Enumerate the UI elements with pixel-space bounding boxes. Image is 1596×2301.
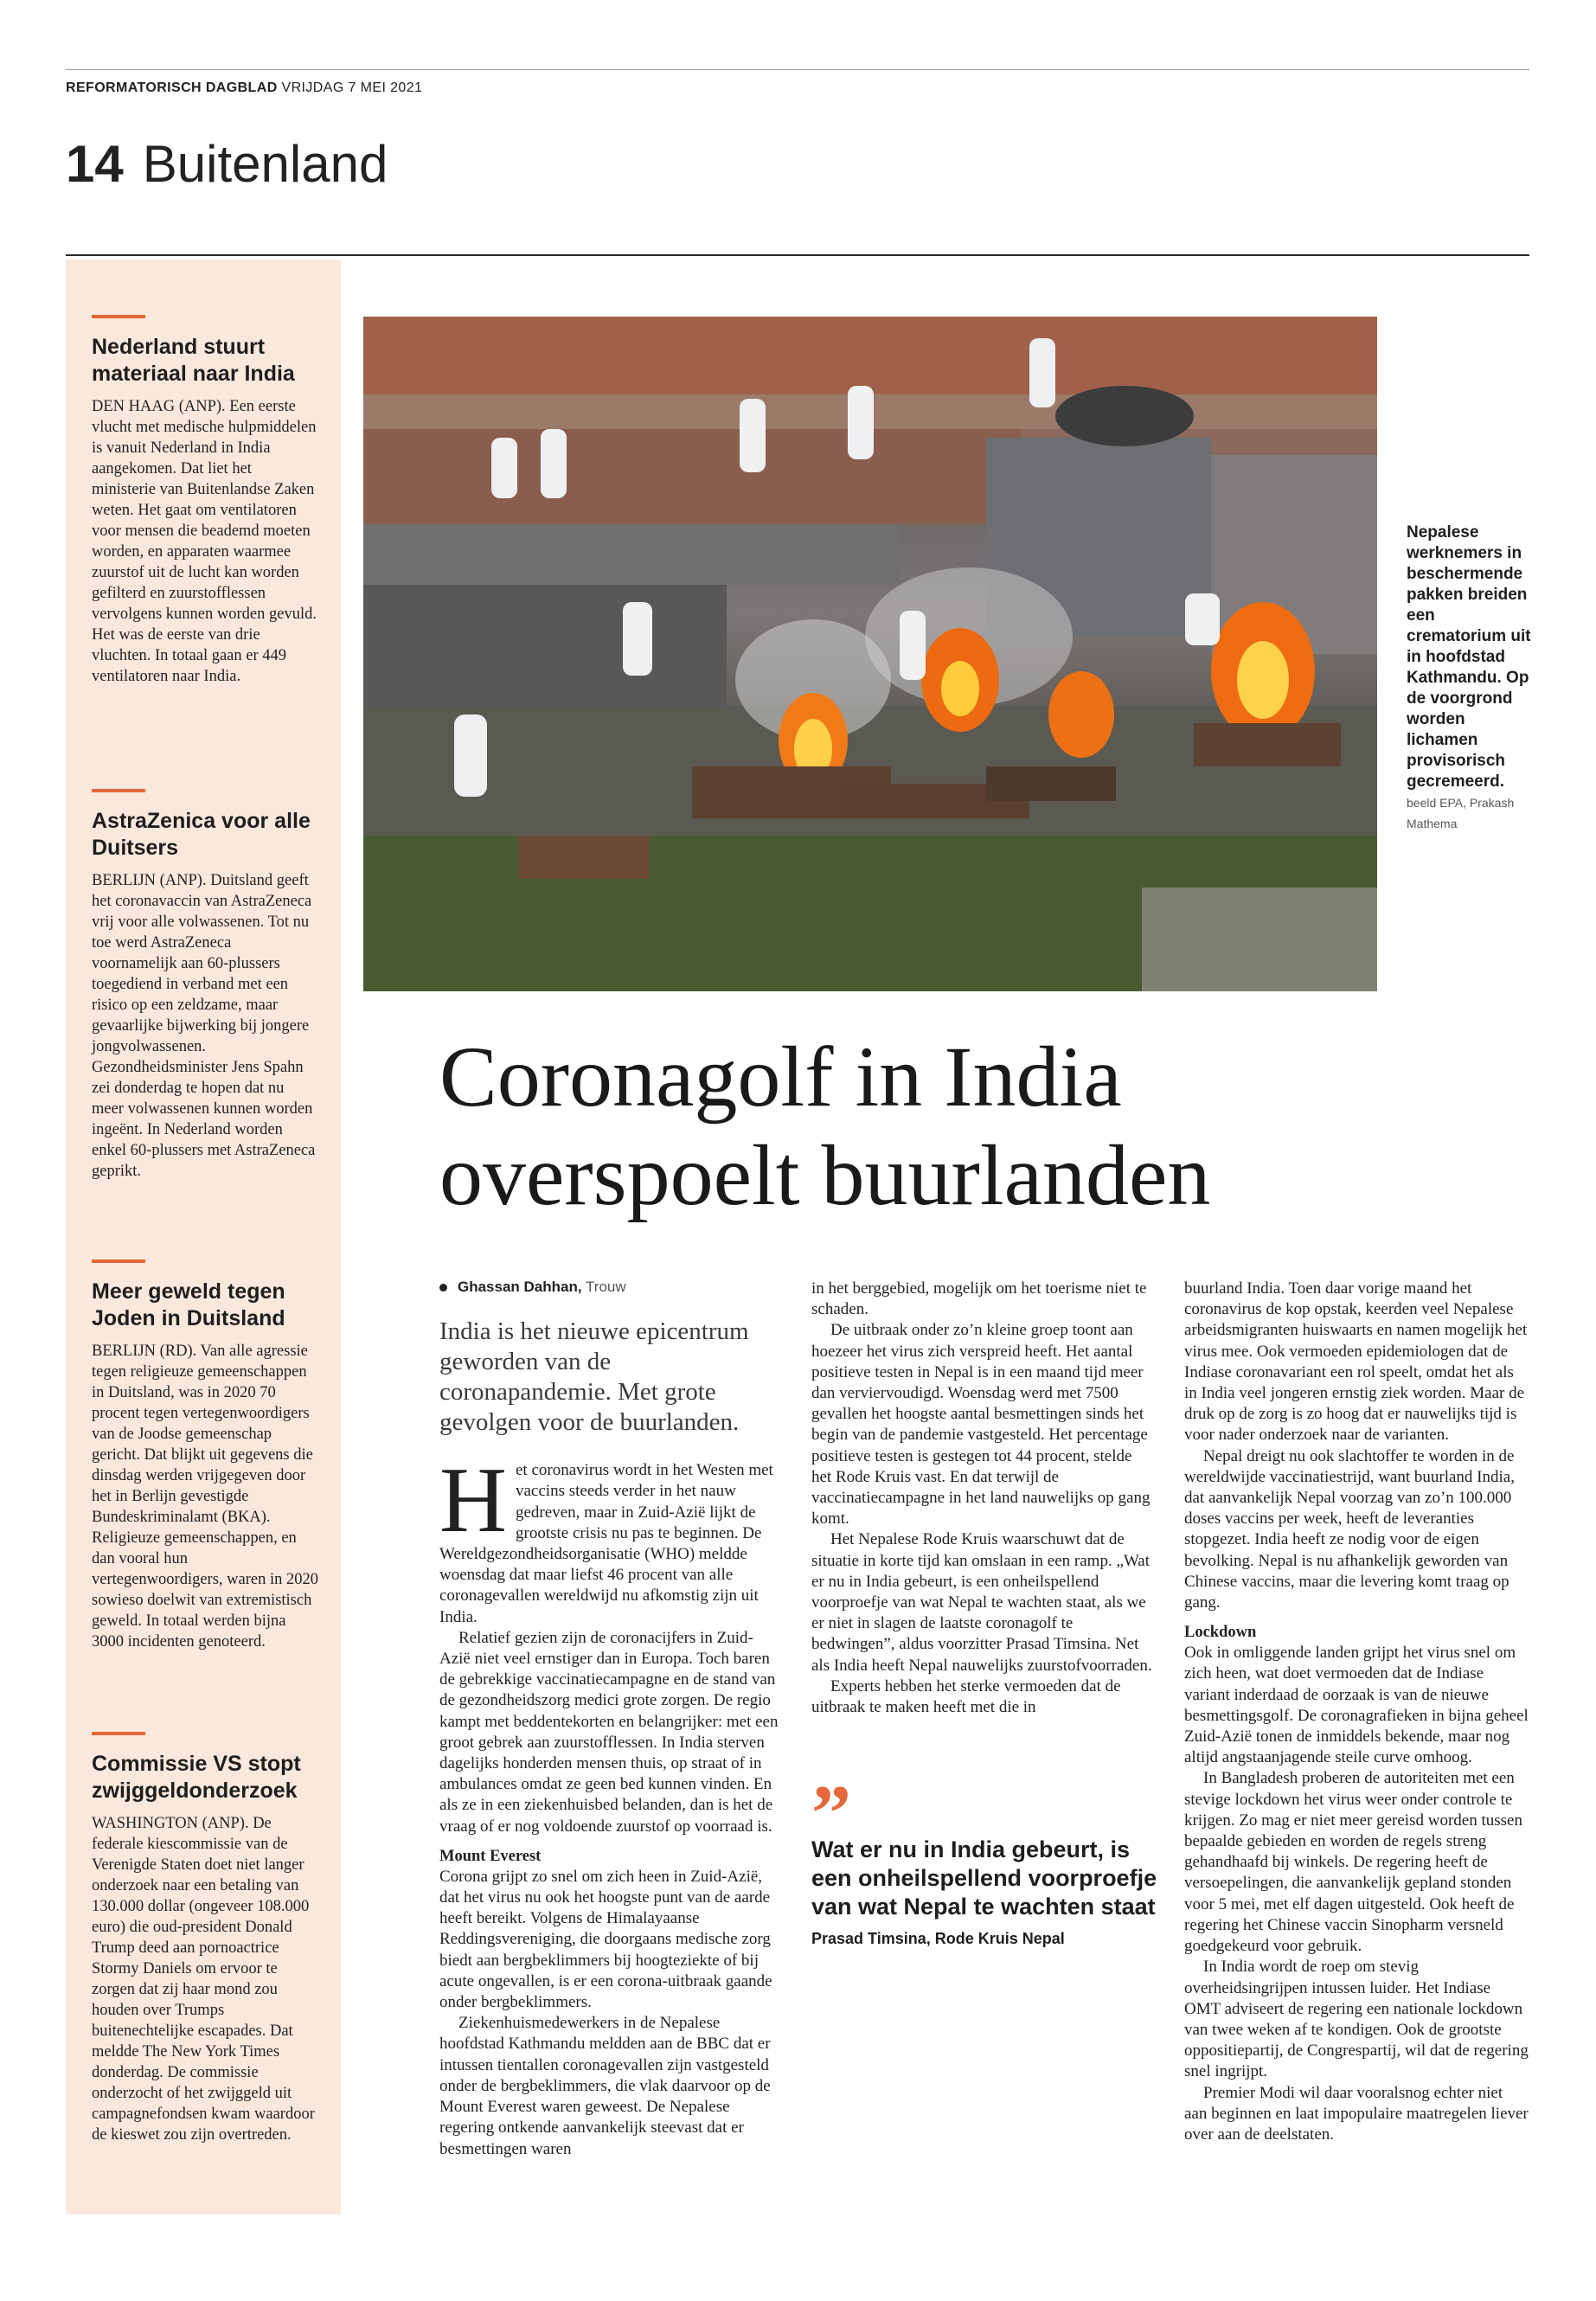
accent-dash <box>92 1732 145 1735</box>
subheading: Lockdown <box>1184 1624 1257 1642</box>
news-briefs-sidebar <box>66 260 341 2214</box>
issue-date: VRIJDAG 7 MEI 2021 <box>281 80 423 95</box>
article-headline <box>439 1028 1408 1225</box>
body-paragraph: buurland India. Toen daar vorige maand het coronavirus de kop opstak, keerden veel Nepalese arbeidsmigranten huiswaarts en namen mogelijk het virus mee. Ook vermoeden epidemiologen dat de Indiase coronavariant een rol speelt, omdat het als in India veel jongeren ernstig ziek worden. Maar de druk op de zorg is zo hoog dat er nauwelijks tijd is voor nader onderzoek naar de varianten. <box>1184 1279 1528 1445</box>
body-paragraph: De uitbraak onder zo’n kleine groep toont aan hoezeer het virus zich verspreid heeft. Het aantal positieve testen in Nepal is in een maand tijd meer dan verviervoudigd. Woensdag werd met 7500 gevallen het hoogste aantal besmettingen sinds het begin van de pandemie vastgesteld. Het percentage positieve testen is gestegen tot 44 procent, stelde het Rode Kruis vast. En dat terwijl de vaccinatiecampagne in het land nauwelijks op gang komt. <box>811 1321 1151 1529</box>
brief-body: DEN HAAG (ANP). Een eerste vlucht met medische hulpmiddelen is vanuit Nederland in India aangekomen. Dat liet het ministerie van Buitenlandse Zaken weten. Het gaat om ventilatoren voor mensen die beademd moeten worden, en apparaten waarmee zuurstof uit de lucht kan worden gefilterd en zuurstofflessen vervolgens kunnen worden gevuld. Het was de eerste van drie vluchten. In totaal gaan er 449 ventilatoren naar India. <box>92 398 317 685</box>
accent-dash <box>92 789 145 792</box>
section-name: Buitenland <box>142 135 388 193</box>
brief-title: Commissie VS stopt zwijggeldonderzoek <box>92 1752 301 1803</box>
body-paragraph: Relatief gezien zijn de coronacijfers in Zuid-Azië niet veel ernstiger dan in Europa. Toch baren de gebrekkige vaccinatiecampagne en de stand van de gezondheidszorg medici grote zorgen. De regio kampt met beddentekorten en belangrijker: met een groot gebrek aan zuurstofflessen. In India sterven dagelijks honderden mensen thuis, op straat of in ambulances omdat ze geen bed kunnen vinden. En als ze in een ziekenhuisbed belanden, dan is het de vraag of er nog voldoende zuurstof op voorraad is. <box>439 1628 779 1836</box>
masthead <box>66 80 422 96</box>
article-column-1 <box>439 1277 784 2160</box>
quote-source: Prasad Timsina, Rode Kruis Nepal <box>811 1930 1065 1947</box>
brief-body: BERLIJN (RD). Van alle agressie tegen religieuze gemeenschappen in Duitsland, was in 2020 70 procent tegen vertegenwoordigers van de Joodse gemeenschap gericht. Dat blijkt uit gegevens die dinsdag werden vrijgegeven door het in Berlijn gevestigde Bundeskriminalamt (BKA). Religieuze gemeenschappen, en dan vooral hun vertegenwoordigers, waren in 2020 sowieso doelwit van extremistisch geweld. In totaal werden bijna 3000 incidenten genoteerd. <box>92 1343 318 1650</box>
brief-item <box>92 1259 318 1652</box>
accent-dash <box>92 315 145 318</box>
brief-body: BERLIJN (ANP). Duitsland geeft het coronavaccin van AstraZeneca vrij voor alle volwassenen. Tot nu toe werd AstraZeneca voornamelijk aan 60-plussers toegediend in verband met een risico op een zeldzame, maar gevaarlijke bijwerking bij jongere jongvolwassenen. Gezondheidsminister Jens Spahn zei donderdag te hopen dat nu meer volwassenen kunnen worden ingeënt. In Nederland worden enkel 60-plussers met AstraZeneca geprikt. <box>92 872 316 1180</box>
photo-illustration <box>363 317 1377 991</box>
body-paragraph: Ziekenhuismedewerkers in de Nepalese hoofdstad Kathmandu meldden aan de BBC dat er intussen tientallen coronagevallen zijn vastgesteld onder de bergbeklimmers, die vlak daarvoor op de Mount Everest waren geweest. De Nepalese regering ontkende aanvankelijk steevast dat er besmettingen waren <box>439 2014 771 2158</box>
author-name: Ghassan Dahhan, <box>458 1279 582 1295</box>
brief-item <box>92 789 318 1182</box>
paragraph-text: et coronavirus wordt in het Westen met vaccins steeds verder in het nauw gedreven, maar in Zuid-Azië lijkt de grootste crisis nu pas te beginnen. De Wereldgezondheidsorganisatie (WHO) meldde woensdag dat maar liefst 46 procent van alle coronagevallen wereldwijd nu afkomstig zijn uit India. <box>439 1461 773 1626</box>
byline <box>439 1277 784 1298</box>
body-paragraph: Experts hebben het sterke vermoeden dat de uitbraak te maken heeft met die in <box>811 1676 1121 1717</box>
section-rule <box>66 254 1529 256</box>
subheading: Mount Everest <box>439 1847 542 1865</box>
photo-caption <box>1407 522 1536 834</box>
brief-title: Nederland stuurt materiaal naar India <box>92 335 295 386</box>
brief-item <box>92 315 318 687</box>
brief-item <box>92 1732 318 2145</box>
quote-text: Wat er nu in India gebeurt, is een onheilspellend voorproefje van wat Nepal te wachten staat <box>811 1836 1157 1920</box>
article-column-2 <box>811 1279 1156 1718</box>
pull-quote <box>811 1769 1157 1948</box>
accent-dash <box>92 1259 145 1263</box>
top-rule <box>66 69 1529 70</box>
paper-name: REFORMATORISCH DAGBLAD <box>66 80 278 95</box>
caption-text: Nepalese werknemers in beschermende pakken breiden een crematorium uit in hoofdstad Kathmandu. Op de voorgrond worden lichamen provisorisch gecremeerd. <box>1407 523 1531 791</box>
body-paragraph: Nepal dreigt nu ook slachtoffer te worden in de wereldwijde vaccinatiestrijd, want buurland India, dat aanvankelijk Nepal voorzag van zo’n 100.000 doses vaccins per week, heeft de leveranties stopgezet. India heeft ze nodig voor de eigen bevolking. Nepal is nu afhankelijk geworden van Chinese vaccins, maar die levering komt traag op gang. <box>1184 1446 1515 1612</box>
bullet-icon <box>439 1284 447 1292</box>
publication-name: Trouw <box>586 1279 626 1295</box>
article-intro: India is het nieuwe epicentrum geworden van de coronapandemie. Met grote gevolgen voor de buurlanden. <box>439 1317 749 1437</box>
brief-title: Meer geweld tegen Joden in Duitsland <box>92 1279 285 1330</box>
brief-body: WASHINGTON (ANP). De federale kiescommissie van de Verenigde Staten doet niet langer onderzoek naar een betaling van 130.000 dollar (ongeveer 108.000 euro) die oud-president Donald Trump deed aan pornoactrice Stormy Daniels om ervoor te zorgen dat zij haar mond zou houden over Trumps buitenechtelijke escapades. Dat meldde The New York Times donderdag. De commissie onderzocht of het zwijggeld uit campagnefondsen kwam waardoor de kieswet zou zijn overtreden. <box>92 1815 315 2144</box>
body-paragraph: in het berggebied, mogelijk om het toerisme niet te schaden. <box>811 1279 1147 1319</box>
body-paragraph: In India wordt de roep om stevig overheidsingrijpen intussen luider. Het Indiase OMT adviseert de regering een nationale lockdown van twee weken af te kondigen. Ook de grootste oppositiepartij, de Congrespartij, wil dat de regering snel ingrijpt. <box>1184 1958 1529 2081</box>
section-header <box>66 135 388 193</box>
body-paragraph: Corona grijpt zo snel om zich heen in Zuid-Azië, dat het virus nu ook het hoogste punt van de aarde heeft bereikt. Volgens de Himalayaanse Reddingsvereniging, die doorgaans medische zorg biedt aan bergbeklimmers bij hoogteziekte of bij acute ongevallen, is er een corona-uitbraak gaande onder bergbeklimmers. <box>439 1867 772 2012</box>
page-number: 14 <box>66 135 124 193</box>
photo-credit: beeld EPA, Prakash Mathema <box>1407 796 1515 830</box>
body-paragraph: Het Nepalese Rode Kruis waarschuwt dat de situatie in korte tijd kan omslaan in een ramp. „Wat er nu in India gebeurt, is een onheilspellend voorproefje van wat Nepal te wachten staat, als we er niet in slagen de laatste coronagolf te bedwingen”, aldus voorzitter Prasad Timsina. Net als India heeft Nepal nauwelijks zuurstofvoorraden. <box>811 1530 1152 1675</box>
headline-line: Coronagolf in India <box>439 1029 1122 1125</box>
quote-mark-icon: ” <box>811 1769 851 1857</box>
crematorium-photo <box>363 317 1377 991</box>
brief-title: AstraZenica voor alle Duitsers <box>92 809 311 860</box>
body-paragraph: Premier Modi wil daar vooralsnog echter niet aan beginnen en laat impopulaire maatregelen liever over aan de deelstaten. <box>1184 2083 1529 2144</box>
drop-cap: H <box>439 1449 507 1553</box>
body-paragraph: In Bangladesh proberen de autoriteiten met een stevige lockdown het virus weer onder controle te krijgen. Zo mag er niet meer gereisd worden tussen bepaalde gebieden en worden de regels streng gehandhaafd bij winkels. De regering heeft de versoepelingen, die aanvankelijk gepland stonden voor 5 mei, met elf dagen uitgesteld. Ook heeft de regering het Chinese vaccin Sinopharm versneld goedgekeurd voor gebruik. <box>1184 1769 1522 1956</box>
body-paragraph <box>439 1449 784 1628</box>
article-column-3 <box>1184 1279 1529 2145</box>
body-paragraph: Ook in omliggende landen grijpt het virus snel om zich heen, wat doet vermoeden dat de Indiase variant inderdaad de oorzaak is van de nieuwe besmettingsgolf. De coronagrafieken in bijna geheel Zuid-Azië tonen de inmiddels bekende, maar nog altijd angstaanjagende steile curve omhoog. <box>1184 1644 1529 1767</box>
headline-line: overspoelt buurlanden <box>439 1127 1211 1223</box>
